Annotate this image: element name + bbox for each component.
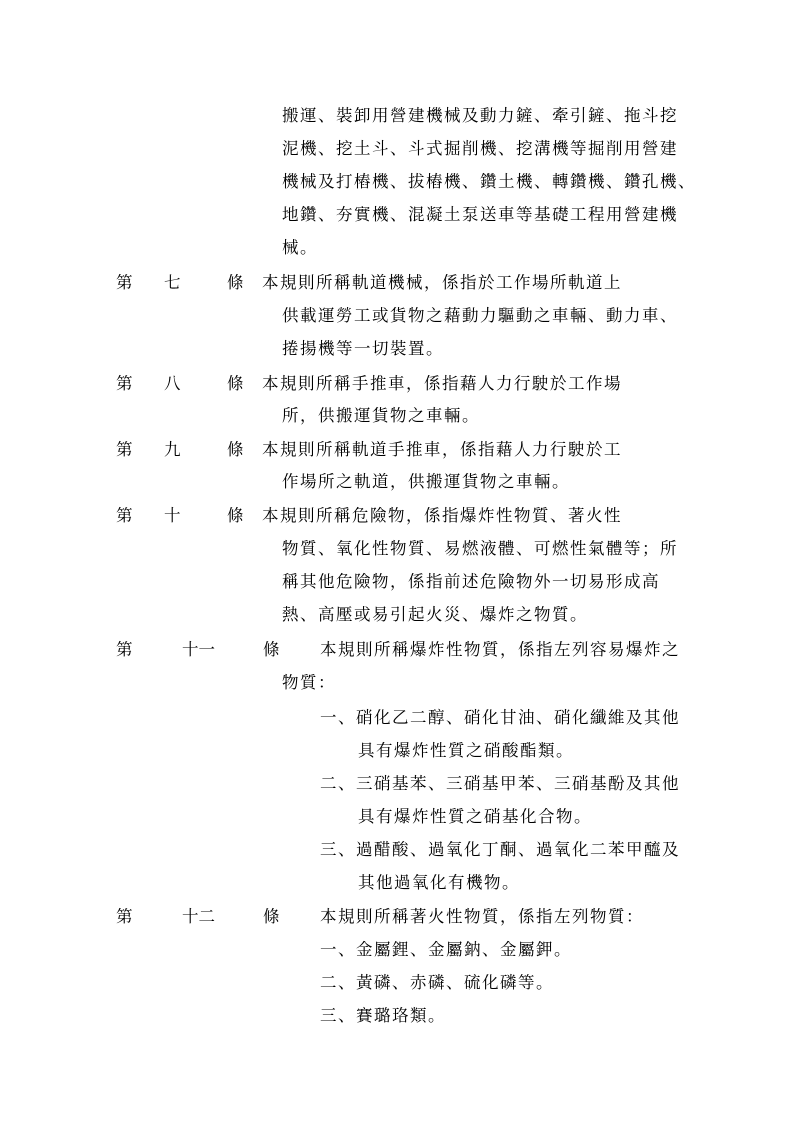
article-10-line: 稱其他危險物，係指前述危險物外一切易形成高	[282, 572, 660, 591]
article-10-prefix: 第	[116, 506, 133, 525]
article-11-prefix: 第	[116, 640, 133, 659]
intro-line: 機械及打樁機、拔樁機、鑽土機、轉鑽機、鑽孔機、	[282, 172, 696, 191]
article-9-number: 九	[164, 440, 181, 459]
article-12-line: 本規則所稱著火性物質，係指左列物質：	[320, 907, 644, 926]
article-9-line: 本規則所稱軌道手推車，係指藉人力行駛於工	[262, 440, 622, 459]
intro-line: 泥機、挖土斗、斗式掘削機、挖溝機等掘削用營建	[282, 139, 678, 158]
article-10-line: 熱、高壓或易引起火災、爆炸之物質。	[282, 605, 588, 624]
article-12-item: 一、金屬鋰、金屬鈉、金屬鉀。	[320, 940, 572, 959]
article-10-line: 本規則所稱危險物，係指爆炸性物質、著火性	[262, 506, 622, 525]
article-11-number: 十一	[182, 640, 215, 659]
article-11-item-cont: 具有爆炸性質之硝基化合物。	[358, 807, 592, 826]
article-8-prefix: 第	[116, 374, 133, 393]
article-7-prefix: 第	[116, 273, 133, 292]
article-12-number: 十二	[182, 907, 215, 926]
intro-line: 搬運、裝卸用營建機械及動力鏟、牽引鏟、拖斗挖	[282, 106, 678, 125]
article-11-suffix: 條	[263, 640, 280, 659]
article-7-line: 供載運勞工或貨物之藉動力驅動之車輛、動力車、	[282, 306, 678, 325]
article-12-item: 二、黃磷、赤磷、硫化磷等。	[320, 973, 554, 992]
article-11-line: 本規則所稱爆炸性物質，係指左列容易爆炸之	[320, 640, 680, 659]
intro-line: 械。	[282, 238, 318, 257]
article-8-suffix: 條	[227, 374, 244, 393]
article-12-suffix: 條	[263, 907, 280, 926]
article-11-item: 一、硝化乙二醇、硝化甘油、硝化纖維及其他	[320, 708, 680, 727]
article-12-item: 三、賽璐珞類。	[320, 1006, 446, 1025]
article-11-line: 物質：	[282, 673, 336, 692]
article-8-line: 所，供搬運貨物之車輛。	[282, 406, 480, 425]
article-7-line: 捲揚機等一切裝置。	[282, 339, 444, 358]
article-10-number: 十	[164, 506, 181, 525]
article-7-suffix: 條	[227, 273, 244, 292]
article-10-suffix: 條	[227, 506, 244, 525]
article-9-suffix: 條	[227, 440, 244, 459]
article-7-line: 本規則所稱軌道機械，係指於工作場所軌道上	[262, 273, 622, 292]
article-10-line: 物質、氧化性物質、易燃液體、可燃性氣體等；所	[282, 539, 678, 558]
intro-line: 地鑽、夯實機、混凝土泵送車等基礎工程用營建機	[282, 205, 678, 224]
article-8-line: 本規則所稱手推車，係指藉人力行駛於工作場	[262, 374, 622, 393]
article-8-number: 八	[164, 374, 181, 393]
article-11-item-cont: 其他過氧化有機物。	[358, 873, 520, 892]
article-11-item-cont: 具有爆炸性質之硝酸酯類。	[358, 741, 574, 760]
article-11-item: 三、過醋酸、過氧化丁酮、過氧化二苯甲醯及	[320, 840, 680, 859]
article-9-prefix: 第	[116, 440, 133, 459]
article-12-prefix: 第	[116, 907, 133, 926]
article-9-line: 作場所之軌道，供搬運貨物之車輛。	[282, 472, 570, 491]
article-7-number: 七	[164, 273, 181, 292]
article-11-item: 二、三硝基苯、三硝基甲苯、三硝基酚及其他	[320, 774, 680, 793]
